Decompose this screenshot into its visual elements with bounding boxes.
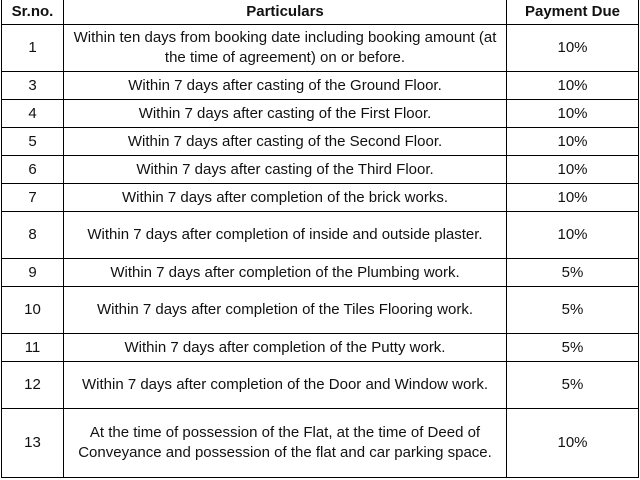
header-payment-due: Payment Due <box>507 0 639 25</box>
cell-particulars: Within 7 days after casting of the Third Floor. <box>64 156 507 184</box>
cell-sr-no: 10 <box>2 287 64 334</box>
cell-sr-no: 1 <box>2 25 64 72</box>
table-row <box>2 362 639 409</box>
table-row <box>2 212 639 259</box>
table-row <box>2 156 639 184</box>
cell-sr-no: 3 <box>2 72 64 100</box>
cell-particulars: Within ten days from booking date including booking amount (at the time of agreement) on or before. <box>64 25 507 72</box>
cell-particulars: At the time of possession of the Flat, at the time of Deed of Conveyance and possession of the flat and car parking space. <box>64 409 507 478</box>
cell-payment-due: 10% <box>507 409 639 478</box>
cell-payment-due: 5% <box>507 287 639 334</box>
cell-payment-due: 10% <box>507 72 639 100</box>
cell-sr-no: 11 <box>2 334 64 362</box>
cell-particulars: Within 7 days after casting of the Ground Floor. <box>64 72 507 100</box>
header-particulars: Particulars <box>64 0 507 25</box>
table-header-row <box>2 0 639 25</box>
cell-sr-no: 8 <box>2 212 64 259</box>
cell-sr-no: 4 <box>2 100 64 128</box>
cell-particulars: Within 7 days after completion of inside and outside plaster. <box>64 212 507 259</box>
table-row <box>2 259 639 287</box>
cell-payment-due: 10% <box>507 100 639 128</box>
cell-payment-due: 10% <box>507 184 639 212</box>
cell-particulars: Within 7 days after casting of the First Floor. <box>64 100 507 128</box>
cell-payment-due: 10% <box>507 156 639 184</box>
table-row <box>2 184 639 212</box>
table-row <box>2 25 639 72</box>
cell-sr-no: 13 <box>2 409 64 478</box>
cell-particulars: Within 7 days after completion of the Putty work. <box>64 334 507 362</box>
cell-particulars: Within 7 days after completion of the Plumbing work. <box>64 259 507 287</box>
cell-particulars: Within 7 days after casting of the Second Floor. <box>64 128 507 156</box>
cell-payment-due: 5% <box>507 362 639 409</box>
cell-particulars: Within 7 days after completion of the Door and Window work. <box>64 362 507 409</box>
table-row <box>2 287 639 334</box>
cell-payment-due: 5% <box>507 334 639 362</box>
cell-sr-no: 5 <box>2 128 64 156</box>
table-row <box>2 334 639 362</box>
cell-sr-no: 6 <box>2 156 64 184</box>
cell-particulars: Within 7 days after completion of the brick works. <box>64 184 507 212</box>
table-row <box>2 72 639 100</box>
cell-payment-due: 10% <box>507 25 639 72</box>
table-row <box>2 128 639 156</box>
payment-schedule-table <box>1 0 639 478</box>
table-row <box>2 409 639 478</box>
header-sr-no: Sr.no. <box>2 0 64 25</box>
cell-sr-no: 12 <box>2 362 64 409</box>
cell-sr-no: 7 <box>2 184 64 212</box>
cell-particulars: Within 7 days after completion of the Tiles Flooring work. <box>64 287 507 334</box>
cell-payment-due: 10% <box>507 128 639 156</box>
cell-sr-no: 9 <box>2 259 64 287</box>
table-row <box>2 100 639 128</box>
cell-payment-due: 10% <box>507 212 639 259</box>
cell-payment-due: 5% <box>507 259 639 287</box>
